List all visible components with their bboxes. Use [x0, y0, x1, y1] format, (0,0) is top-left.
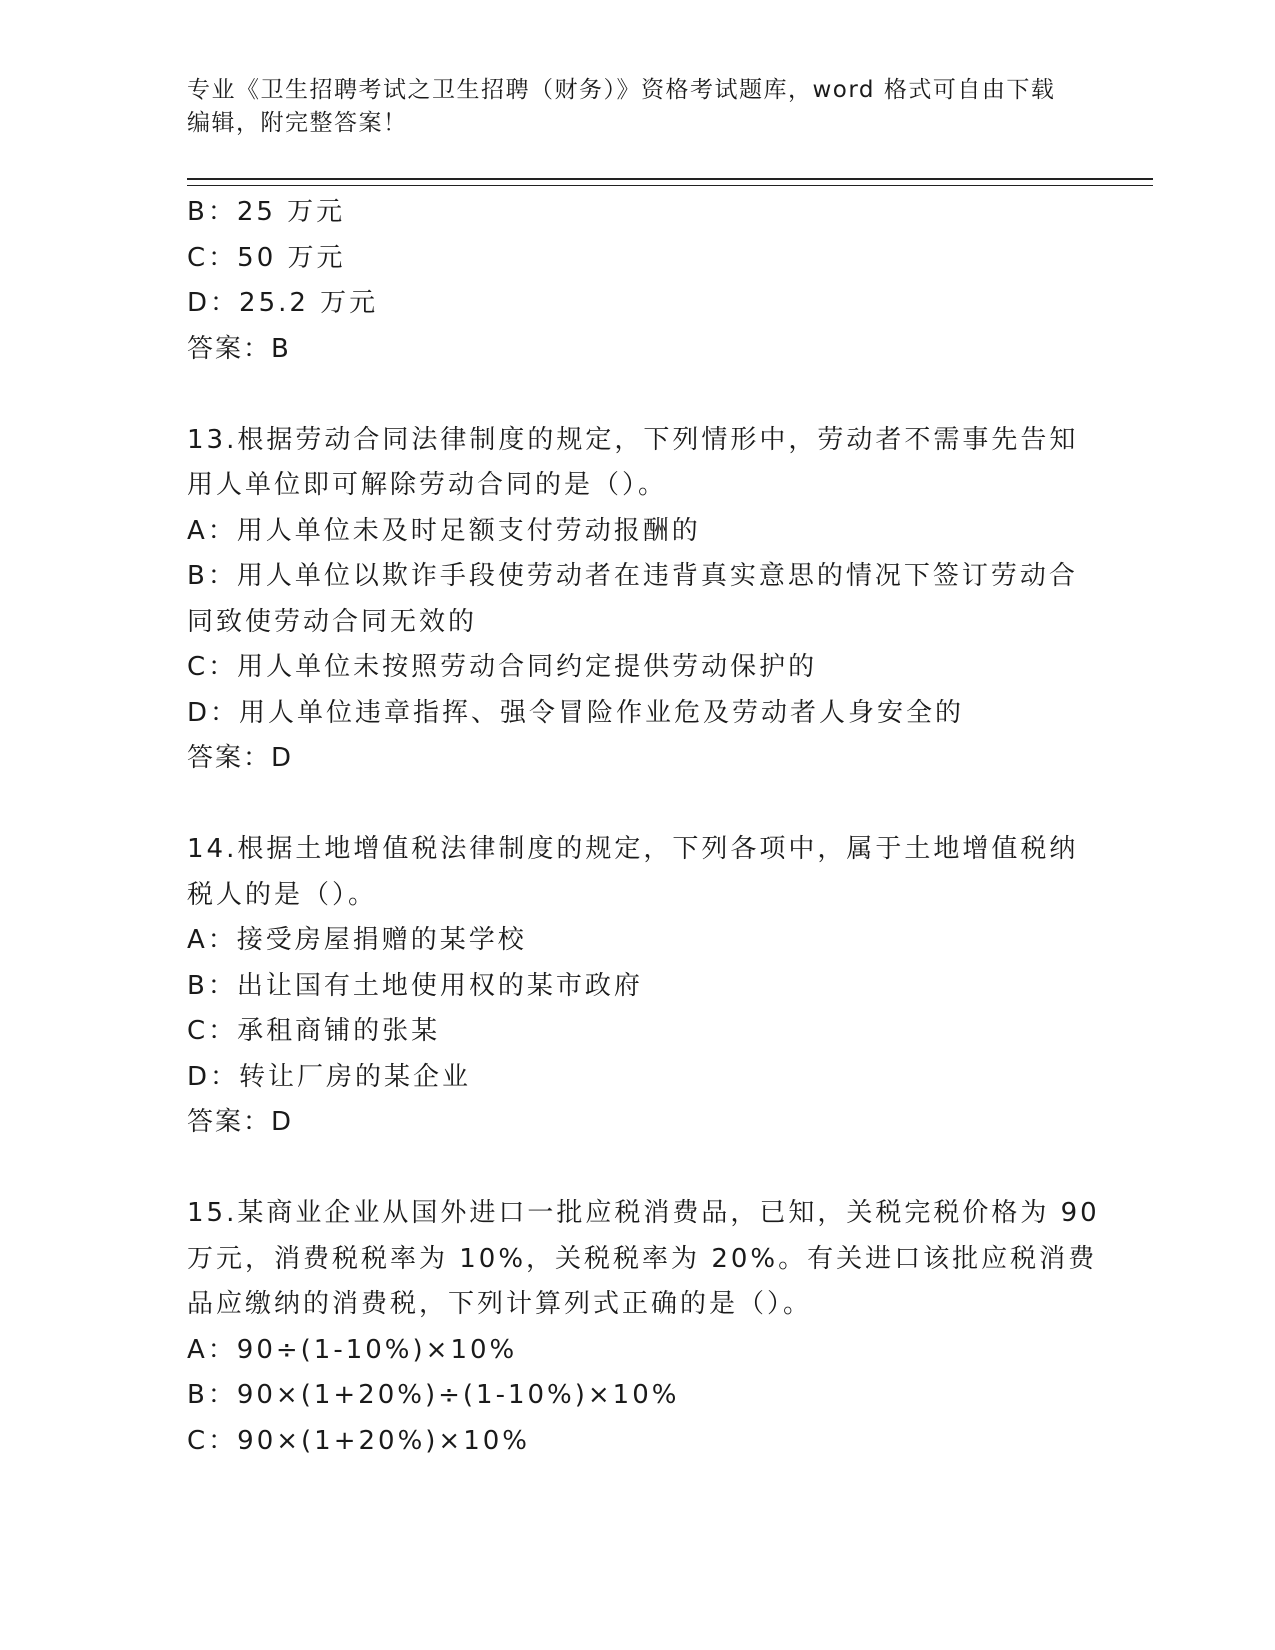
option-b-continued: 同致使劳动合同无效的 — [187, 606, 478, 637]
answer-line: 答案：B — [187, 333, 291, 364]
option-d: D：25.2 万元 — [187, 288, 379, 318]
option-d: D：用人单位违章指挥、强令冒险作业危及劳动者人身安全的 — [187, 697, 965, 728]
option-a: A：用人单位未及时足额支付劳动报酬的 — [187, 515, 701, 546]
option-c: C：承租商铺的张某 — [187, 1016, 441, 1046]
option-c: C：用人单位未按照劳动合同约定提供劳动保护的 — [187, 652, 818, 682]
question-stem: 14.根据土地增值税法律制度的规定，下列各项中，属于土地增值税纳 — [187, 834, 1079, 864]
option-b: B：25 万元 — [187, 197, 346, 227]
option-b: B：90×(1+20%)÷(1-10%)×10% — [187, 1380, 680, 1410]
answer-line: 答案：D — [187, 743, 294, 773]
answer-line: 答案：D — [187, 1107, 294, 1137]
option-b: B：出让国有土地使用权的某市政府 — [187, 970, 643, 1001]
question-stem: 税人的是（）。 — [187, 879, 378, 910]
question-14 — [187, 827, 1087, 1146]
spacer — [187, 1146, 1087, 1192]
question-15 — [187, 1191, 1100, 1464]
question-stem: 15.某商业企业从国外进口一批应税消费品，已知，关税完税价格为 90 — [187, 1198, 1100, 1228]
spacer — [187, 372, 1087, 418]
question-content — [187, 190, 1100, 1464]
question-stem: 用人单位即可解除劳动合同的是（）。 — [187, 470, 668, 500]
question-13 — [187, 418, 1087, 782]
question-stem: 万元，消费税税率为 10%，关税税率为 20%。有关进口该批应税消费 — [187, 1243, 1098, 1274]
question-stem: 品应缴纳的消费税，下列计算列式正确的是（）。 — [187, 1289, 813, 1319]
spacer — [187, 782, 1087, 828]
option-c: C：90×(1+20%)×10% — [187, 1425, 531, 1456]
option-b: B：用人单位以欺诈手段使劳动者在违背真实意思的情况下签订劳动合 — [187, 561, 1078, 591]
header-divider — [187, 178, 1153, 186]
option-d: D：转让厂房的某企业 — [187, 1061, 472, 1092]
page-header: 专业《卫生招聘考试之卫生招聘（财务）》资格考试题库，word 格式可自由下载编辑，附完整答案！ — [187, 77, 1056, 136]
option-c: C：50 万元 — [187, 242, 346, 273]
previous-question-tail — [187, 190, 1087, 372]
option-a: A：90÷(1-10%)×10% — [187, 1334, 518, 1365]
option-a: A：接受房屋捐赠的某学校 — [187, 925, 527, 955]
question-stem: 13.根据劳动合同法律制度的规定，下列情形中，劳动者不需事先告知 — [187, 424, 1079, 455]
